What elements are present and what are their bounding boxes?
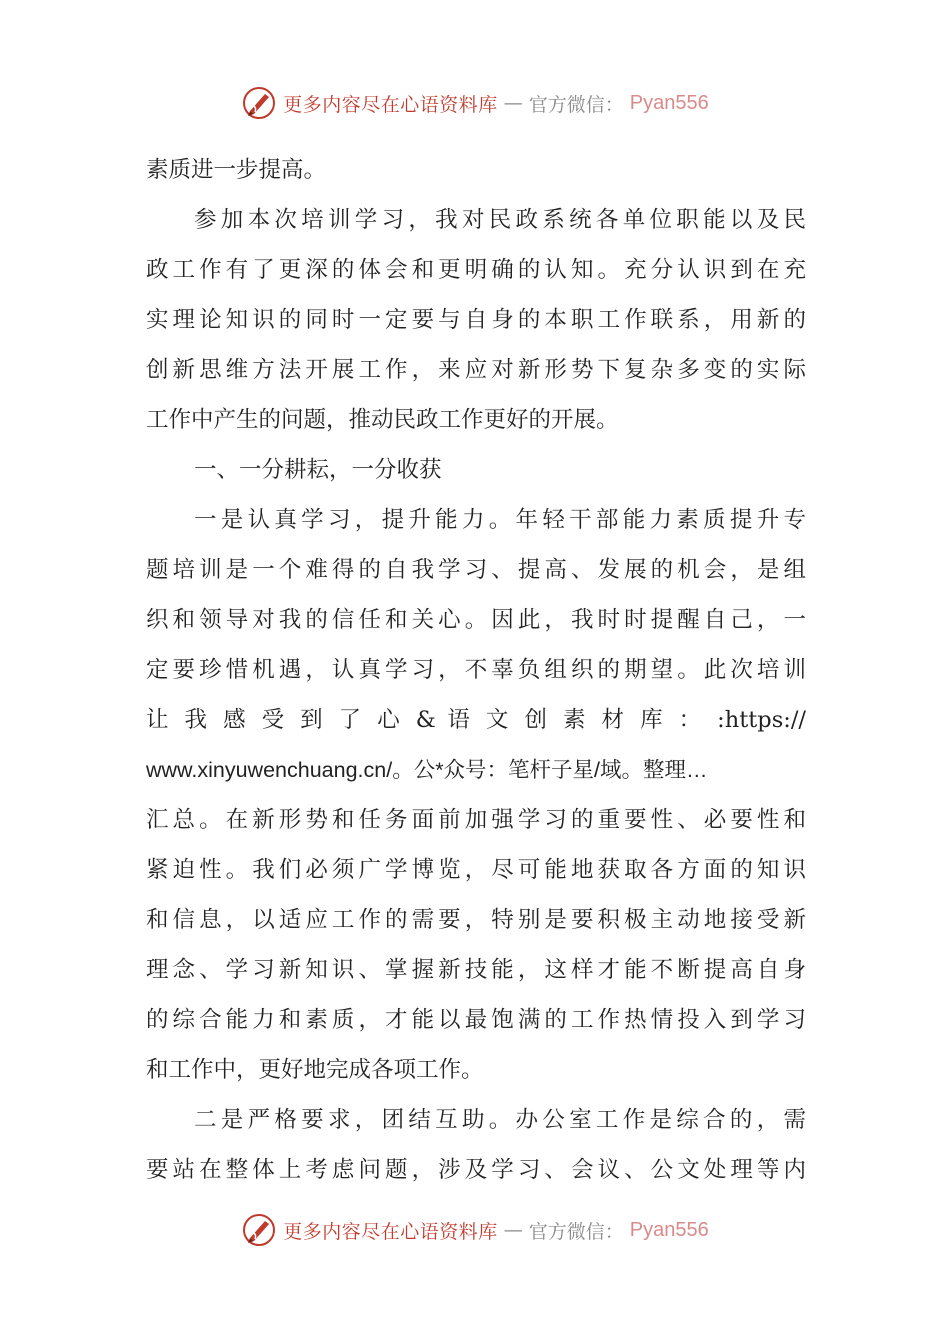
banner-wechat-id: Pyan556 [629,1218,709,1241]
banner-title: 更多内容尽在心语资料库 [283,1220,498,1243]
banner-wechat-label: 官方微信： [528,1220,624,1243]
banner-separator: — [503,1219,523,1241]
banner-wechat-id: Pyan556 [629,91,709,114]
text-line: 工作中产生的问题，推动民政工作更好的开展。 [146,407,619,433]
text-line: 紧迫性。我们必须广学博览，尽可能地获取各方面的知识 [146,857,806,883]
text-line: 的综合能力和素质，才能以最饱满的工作热情投入到学习 [146,1007,806,1033]
text-line: 政工作有了更深的体会和更明确的认知。充分认识到在充 [146,257,806,283]
text-line: 理念、学习新知识、掌握新技能，这样才能不断提高自身 [146,957,806,983]
banner-wechat-label: 官方微信： [528,93,624,116]
text-line: 实理论知识的同时一定要与自身的本职工作联系，用新的 [146,307,806,333]
text-line: 二是严格要求，团结互助。办公室工作是综合的，需 [194,1107,806,1133]
text-line: 参加本次培训学习，我对民政系统各单位职能以及民 [194,207,806,233]
text-line: 一是认真学习，提升能力。年轻干部能力素质提升专 [194,507,806,533]
text-line-with-link: 让 我 感 受 到 了 心 & 语 文 创 素 材 库 ： :https:// [146,707,806,733]
pen-logo-icon [241,1212,277,1248]
pen-logo-icon [241,85,277,121]
text-line: 创新思维方法开展工作，来应对新形势下复杂多变的实际 [146,357,806,383]
text-line: 要站在整体上考虑问题，涉及学习、会议、公文处理等内 [146,1157,806,1183]
text-line: 汇总。在新形势和任务面前加强学习的重要性、必要性和 [146,807,806,833]
text-line: 定要珍惜机遇，认真学习，不辜负组织的期望。此次培训 [146,657,806,683]
banner-separator: — [503,92,523,114]
section-heading: 一、一分耕耘，一分收获 [194,457,442,483]
text-line: 织和领导对我的信任和关心。因此，我时时提醒自己，一 [146,607,806,633]
banner-title: 更多内容尽在心语资料库 [283,93,498,116]
text-line-url: www.xinyuwenchuang.cn/。公*众号：笔杆子星/域。整理… [146,758,708,782]
header-banner [0,83,950,123]
document-body [146,145,806,1195]
text-line: 素质进一步提高。 [146,157,327,183]
text-line: 和工作中，更好地完成各项工作。 [146,1057,484,1083]
footer-banner [0,1210,950,1250]
text-line: 题培训是一个难得的自我学习、提高、发展的机会，是组 [146,557,806,583]
text-line: 和信息，以适应工作的需要，特别是要积极主动地接受新 [146,907,806,933]
